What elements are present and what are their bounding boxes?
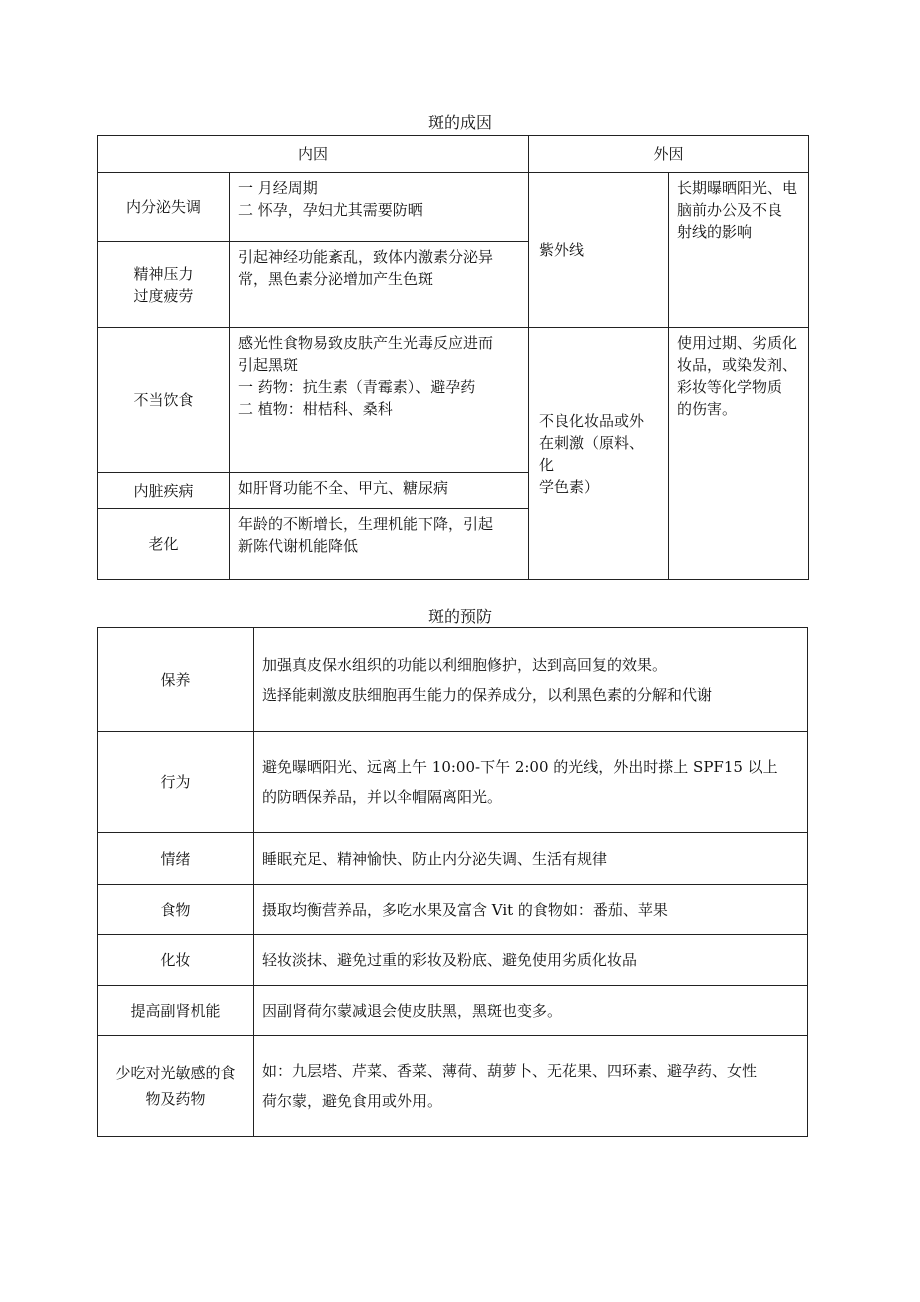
row-content: 如：九层塔、芹菜、香菜、薄荷、葫萝卜、无花果、四环素、避孕药、女性 荷尔蒙，避免食用或外用。: [254, 1036, 808, 1137]
external-factor: 紫外线: [529, 173, 669, 328]
row-content: 如肝肾功能不全、甲亢、糖尿病: [230, 473, 529, 509]
row-label: 食物: [98, 885, 254, 935]
row-content: 避免曝晒阳光、远离上午 10:00-下午 2:00 的光线，外出时搽上 SPF15 以上 的防晒保养品，并以伞帽隔离阳光。: [254, 732, 808, 833]
row-content: 摄取均衡营养品，多吃水果及富含 Vit 的食物如：番茄、苹果: [254, 885, 808, 935]
row-content: 感光性食物易致皮肤产生光毒反应进而 引起黑斑 一 药物：抗生素（青霉素）、避孕药 二 植物：柑桔科、桑科: [230, 328, 529, 473]
row-label: 少吃对光敏感的食 物及药物: [98, 1036, 254, 1137]
table-row: [98, 833, 808, 885]
table-row: [98, 328, 809, 473]
row-content: 睡眠充足、精神愉快、防止内分泌失调、生活有规律: [254, 833, 808, 885]
row-label: 化妆: [98, 935, 254, 986]
row-label: 老化: [98, 509, 230, 580]
table-row: [98, 986, 808, 1036]
table-row: [98, 628, 808, 732]
row-label: 行为: [98, 732, 254, 833]
row-label: 情绪: [98, 833, 254, 885]
row-label: 不当饮食: [98, 328, 230, 473]
prevention-table: [97, 627, 808, 1137]
row-content: 引起神经功能紊乱，致体内激素分泌异 常，黑色素分泌增加产生色斑: [230, 242, 529, 328]
external-desc: 长期曝晒阳光、电 脑前办公及不良 射线的影响: [669, 173, 809, 328]
table-row: [98, 173, 809, 242]
header-external: 外因: [529, 136, 809, 173]
row-content: 年龄的不断增长，生理机能下降，引起 新陈代谢机能降低: [230, 509, 529, 580]
row-label: 内脏疾病: [98, 473, 230, 509]
row-content: 因副肾荷尔蒙减退会使皮肤黑，黑斑也变多。: [254, 986, 808, 1036]
external-desc: 使用过期、劣质化 妆品，或染发剂、 彩妆等化学物质 的伤害。: [669, 328, 809, 580]
row-label: 内分泌失调: [98, 173, 230, 242]
header-internal: 内因: [98, 136, 529, 173]
row-content: 轻妆淡抹、避免过重的彩妆及粉底、避免使用劣质化妆品: [254, 935, 808, 986]
table-row: [98, 935, 808, 986]
row-label: 保养: [98, 628, 254, 732]
row-content: 一 月经周期 二 怀孕，孕妇尤其需要防晒: [230, 173, 529, 242]
row-label: 提高副肾机能: [98, 986, 254, 1036]
table-row: [98, 732, 808, 833]
causes-title: 斑的成因: [427, 113, 492, 132]
causes-table: [97, 135, 809, 580]
table-row: [98, 1036, 808, 1137]
external-factor: 不良化妆品或外 在刺激（原料、化 学色素）: [529, 328, 669, 580]
row-label: 精神压力 过度疲劳: [98, 242, 230, 328]
prevention-title: 斑的预防: [427, 607, 492, 626]
row-content: 加强真皮保水组织的功能以利细胞修护，达到高回复的效果。 选择能刺激皮肤细胞再生能力的保养成分，以利黑色素的分解和代谢: [254, 628, 808, 732]
table-row: [98, 885, 808, 935]
